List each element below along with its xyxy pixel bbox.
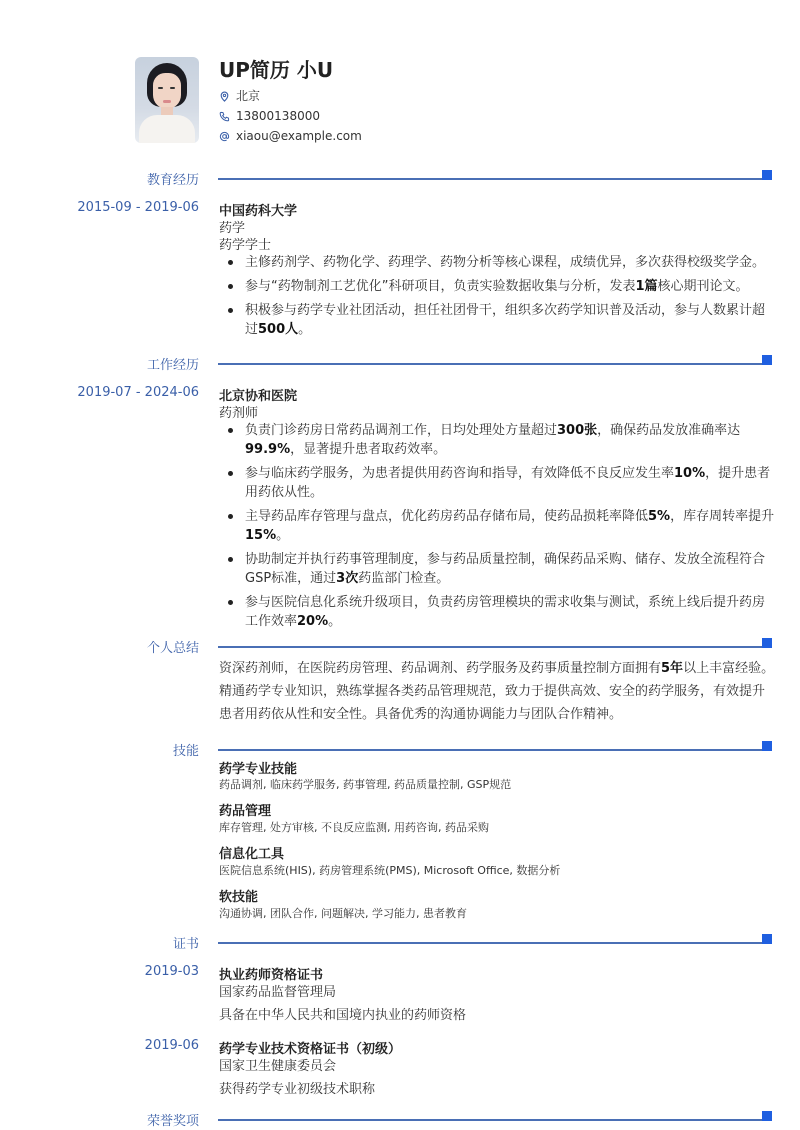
at-sign-icon: [219, 131, 230, 142]
section-divider: [218, 646, 768, 648]
section-title-honors: 荣誉奖项: [146, 1114, 199, 1129]
section-divider: [218, 749, 768, 751]
certificate-desc: 获得药学专业初级技术职称: [219, 1082, 376, 1097]
section-title-certificates: 证书: [172, 937, 199, 952]
list-item: 主修药剂学、药物化学、药理学、药物分析等核心课程，成绩优异，多次获得校级奖学金。: [219, 253, 775, 272]
skill-group-title: 信息化工具: [219, 847, 285, 862]
section-divider: [218, 1119, 768, 1121]
location-text: 北京: [236, 89, 261, 103]
certificate-date: 2019-06: [144, 1038, 199, 1053]
section-title-work: 工作经历: [146, 358, 199, 373]
education-date: 2015-09 - 2019-06: [77, 200, 199, 215]
list-item: 主导药品库存管理与盘点，优化药房药品存储布局，使药品损耗率降低5%，库存周转率提升15%。: [219, 507, 775, 545]
list-item: 参与临床药学服务，为患者提供用药咨询和指导，有效降低不良反应发生率10%，提升患者用药依从性。: [219, 464, 775, 502]
skill-group-title: 药品管理: [219, 804, 272, 819]
email-link[interactable]: xiaou@example.com: [236, 129, 362, 143]
education-bullets: [219, 253, 775, 344]
skill-group-list: 沟通协调, 团队合作, 问题解决, 学习能力, 患者教育: [219, 907, 467, 920]
section-title-skills: 技能: [172, 744, 199, 759]
major: 药学: [219, 221, 246, 236]
location-row: [219, 86, 260, 106]
certificate-name: 执业药师资格证书: [219, 968, 324, 983]
skill-group-title: 软技能: [219, 890, 259, 905]
list-item: 协助制定并执行药事管理制度，参与药品质量控制，确保药品采购、储存、发放全流程符合GSP标准，通过3次药监部门检查。: [219, 550, 775, 588]
skill-group-list: 药品调剂, 临床药学服务, 药事管理, 药品质量控制, GSP规范: [219, 778, 512, 791]
school-name: 中国药科大学: [219, 204, 298, 219]
company-name: 北京协和医院: [219, 389, 298, 404]
certificate-desc: 具备在中华人民共和国境内执业的药师资格: [219, 1008, 467, 1023]
section-marker: [762, 170, 772, 180]
phone-row: [219, 106, 320, 126]
list-item: 参与“药物制剂工艺优化”科研项目，负责实验数据收集与分析，发表1篇核心期刊论文。: [219, 277, 775, 296]
phone-icon: [219, 111, 230, 122]
list-item: 参与医院信息化系统升级项目，负责药房管理模块的需求收集与测试，系统上线后提升药房工作效率20%。: [219, 593, 775, 631]
certificate-issuer: 国家卫生健康委员会: [219, 1059, 337, 1074]
section-marker: [762, 741, 772, 751]
section-marker: [762, 1111, 772, 1121]
list-item: 积极参与药学专业社团活动，担任社团骨干，组织多次药学知识普及活动，参与人数累计超过500人。: [219, 301, 775, 339]
resume-header: [135, 57, 199, 143]
summary-text: 资深药剂师，在医院药房管理、药品调剂、药学服务及药事质量控制方面拥有5年以上丰富经验。精通药学专业知识，熟练掌握各类药品管理规范，致力于提供高效、安全的药学服务，有效提升患者用药依从性和安全性。具备优秀的沟通协调能力与团队合作精神。: [219, 661, 775, 722]
skill-group-list: 医院信息系统(HIS), 药房管理系统(PMS), Microsoft Office, 数据分析: [219, 864, 561, 877]
certificate-name: 药学专业技术资格证书（初级）: [219, 1042, 402, 1057]
job-position: 药剂师: [219, 406, 259, 421]
work-date: 2019-07 - 2024-06: [77, 385, 199, 400]
contact-info: [219, 57, 362, 143]
skill-group-title: 药学专业技能: [219, 762, 298, 777]
section-title-education: 教育经历: [146, 173, 199, 188]
work-bullets: [219, 421, 775, 636]
section-divider: [218, 363, 768, 365]
certificate-issuer: 国家药品监督管理局: [219, 985, 337, 1000]
map-pin-icon: [219, 91, 230, 102]
avatar: [135, 57, 199, 143]
email-row: [219, 126, 362, 146]
degree: 药学学士: [219, 238, 272, 253]
skill-group-list: 库存管理, 处方审核, 不良反应监测, 用药咨询, 药品采购: [219, 821, 489, 834]
candidate-name: UP简历 小U: [219, 58, 334, 82]
section-title-summary: 个人总结: [146, 641, 199, 656]
section-divider: [218, 942, 768, 944]
section-marker: [762, 355, 772, 365]
section-marker: [762, 934, 772, 944]
list-item: 负责门诊药房日常药品调剂工作，日均处理处方量超过300张，确保药品发放准确率达 99.9%，显著提升患者取药效率。: [219, 421, 775, 459]
section-divider: [218, 178, 768, 180]
certificate-date: 2019-03: [144, 964, 199, 979]
phone-text: 13800138000: [236, 109, 320, 123]
section-marker: [762, 638, 772, 648]
